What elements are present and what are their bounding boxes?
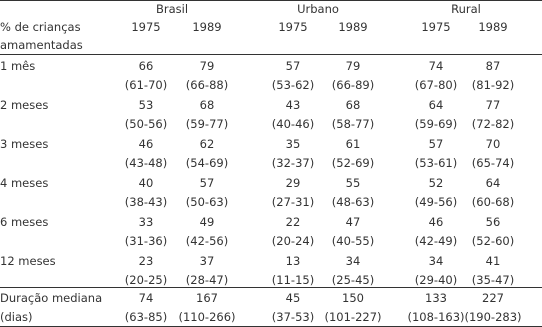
- ci-cell: (28-47): [185, 273, 229, 287]
- ci-cell: (52-60): [471, 234, 515, 248]
- ci-cell: (110-266): [178, 310, 236, 324]
- ci-cell: (42-49): [414, 234, 458, 248]
- ci-cell: (20-25): [124, 273, 168, 287]
- value-cell: 66: [138, 59, 154, 73]
- value-cell: 29: [285, 176, 301, 190]
- value-cell: 57: [428, 137, 444, 151]
- ci-cell: (42-56): [185, 234, 229, 248]
- ci-cell: (59-69): [414, 117, 458, 131]
- value-cell: 40: [138, 176, 154, 190]
- row-label: 2 meses: [0, 98, 49, 112]
- ci-cell: (72-82): [471, 117, 515, 131]
- value-cell: 57: [285, 59, 301, 73]
- ci-cell: (101-227): [324, 310, 382, 324]
- year-header-brasil-1989: 1989: [192, 20, 222, 34]
- value-cell: 61: [345, 137, 361, 151]
- value-cell: 46: [428, 215, 444, 229]
- ci-cell: (32-37): [271, 156, 315, 170]
- year-header-brasil-1975: 1975: [131, 20, 161, 34]
- ci-cell: (50-63): [185, 195, 229, 209]
- ci-cell: (67-80): [414, 78, 458, 92]
- value-cell: 79: [345, 59, 361, 73]
- value-cell: 34: [428, 254, 444, 268]
- year-header-rural-1989: 1989: [478, 20, 508, 34]
- ci-cell: (27-31): [271, 195, 315, 209]
- value-cell: 53: [138, 98, 154, 112]
- header-rule: [0, 54, 542, 55]
- ci-cell: (31-36): [124, 234, 168, 248]
- value-cell: 45: [285, 291, 301, 305]
- summary-rule: [0, 287, 542, 288]
- year-header-rural-1975: 1975: [421, 20, 451, 34]
- ci-cell: (65-74): [471, 156, 515, 170]
- value-cell: 55: [345, 176, 361, 190]
- value-cell: 64: [428, 98, 444, 112]
- value-cell: 34: [345, 254, 361, 268]
- year-header-urbano-1989: 1989: [338, 20, 368, 34]
- value-cell: 79: [199, 59, 215, 73]
- value-cell: 33: [138, 215, 154, 229]
- row-header-line2: amamentadas: [0, 38, 83, 52]
- ci-cell: (66-88): [185, 78, 229, 92]
- value-cell: 22: [285, 215, 301, 229]
- ci-cell: (37-53): [271, 310, 315, 324]
- ci-cell: (40-55): [331, 234, 375, 248]
- value-cell: 74: [138, 291, 154, 305]
- ci-cell: (40-46): [271, 117, 315, 131]
- value-cell: 167: [196, 291, 218, 305]
- group-header-brasil: Brasil: [155, 2, 189, 16]
- ci-cell: (43-48): [124, 156, 168, 170]
- value-cell: 37: [199, 254, 215, 268]
- ci-cell: (63-85): [124, 310, 168, 324]
- value-cell: 13: [285, 254, 301, 268]
- value-cell: 46: [138, 137, 154, 151]
- row-header-line1: % de crianças: [0, 20, 81, 34]
- group-header-urbano: Urbano: [297, 2, 339, 16]
- ci-cell: (81-92): [471, 78, 515, 92]
- ci-cell: (54-69): [185, 156, 229, 170]
- value-cell: 57: [199, 176, 215, 190]
- ci-cell: (53-61): [414, 156, 458, 170]
- row-label: Duração mediana: [0, 291, 103, 305]
- value-cell: 70: [485, 137, 501, 151]
- ci-cell: (60-68): [471, 195, 515, 209]
- value-cell: 23: [138, 254, 154, 268]
- row-label: 4 meses: [0, 176, 49, 190]
- ci-cell: (108-163): [407, 310, 465, 324]
- ci-cell: (53-62): [271, 78, 315, 92]
- top-rule: [0, 0, 542, 1]
- value-cell: 49: [199, 215, 215, 229]
- value-cell: 43: [285, 98, 301, 112]
- row-label: 6 meses: [0, 215, 49, 229]
- value-cell: 56: [485, 215, 501, 229]
- ci-cell: (38-43): [124, 195, 168, 209]
- ci-cell: (25-45): [331, 273, 375, 287]
- value-cell: 227: [482, 291, 504, 305]
- value-cell: 68: [345, 98, 361, 112]
- value-cell: 52: [428, 176, 444, 190]
- value-cell: 150: [342, 291, 364, 305]
- value-cell: 64: [485, 176, 501, 190]
- ci-cell: (66-89): [331, 78, 375, 92]
- ci-cell: (29-40): [414, 273, 458, 287]
- year-header-urbano-1975: 1975: [278, 20, 308, 34]
- ci-cell: (20-24): [271, 234, 315, 248]
- value-cell: 47: [345, 215, 361, 229]
- row-label: 1 mês: [0, 59, 36, 73]
- value-cell: 41: [485, 254, 501, 268]
- ci-cell: (49-56): [414, 195, 458, 209]
- ci-cell: (48-63): [331, 195, 375, 209]
- value-cell: 87: [485, 59, 501, 73]
- ci-cell: (61-70): [124, 78, 168, 92]
- ci-cell: (59-77): [185, 117, 229, 131]
- row-label-line2: (dias): [0, 310, 33, 324]
- value-cell: 77: [485, 98, 501, 112]
- group-header-rural: Rural: [451, 2, 481, 16]
- value-cell: 74: [428, 59, 444, 73]
- ci-cell: (190-283): [464, 310, 522, 324]
- value-cell: 62: [199, 137, 215, 151]
- ci-cell: (35-47): [471, 273, 515, 287]
- value-cell: 35: [285, 137, 301, 151]
- ci-cell: (50-56): [124, 117, 168, 131]
- value-cell: 133: [425, 291, 447, 305]
- ci-cell: (11-15): [271, 273, 315, 287]
- ci-cell: (52-69): [331, 156, 375, 170]
- row-label: 12 meses: [0, 254, 56, 268]
- ci-cell: (58-77): [331, 117, 375, 131]
- value-cell: 68: [199, 98, 215, 112]
- row-label: 3 meses: [0, 137, 49, 151]
